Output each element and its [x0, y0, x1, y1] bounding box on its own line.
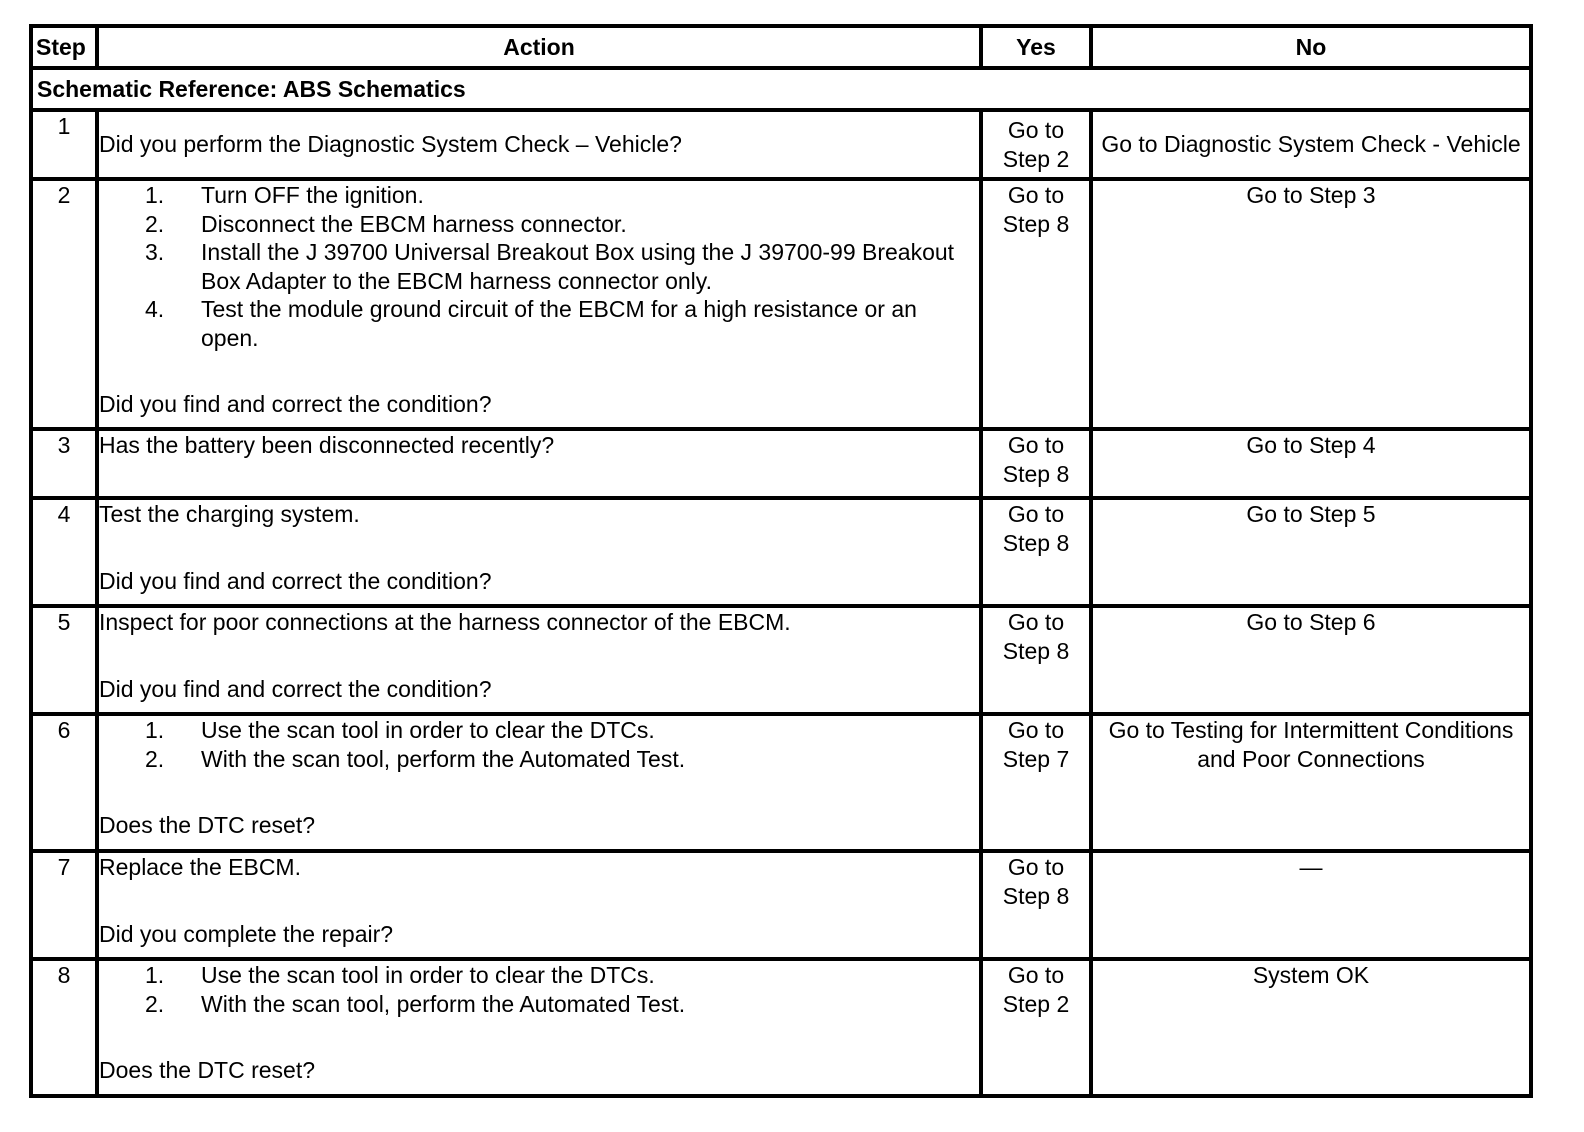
table-row — [31, 498, 1531, 606]
step-number: 6 — [31, 714, 97, 851]
table-row — [31, 110, 1531, 179]
header-step: Step — [31, 26, 97, 68]
action-question: Does the DTC reset? — [99, 1057, 316, 1083]
action-question: Did you find and correct the condition? — [99, 391, 492, 417]
no-cell: Go to Step 6 — [1091, 606, 1531, 714]
action-cell — [97, 606, 981, 714]
action-question: Did you complete the repair? — [99, 920, 394, 947]
header-no: No — [1091, 26, 1531, 68]
list-item: 1. Use the scan tool in order to clear the DTCs. — [145, 962, 655, 988]
yes-cell: Go to Step 2 — [981, 110, 1091, 179]
action-cell — [97, 110, 981, 179]
list-item: 2. With the scan tool, perform the Automated Test. — [145, 745, 686, 772]
step-number: 3 — [31, 429, 97, 498]
step-number: 5 — [31, 606, 97, 714]
diagnostic-table — [29, 24, 1533, 1098]
substep-list — [99, 181, 979, 352]
action-cell — [97, 179, 981, 429]
yes-cell: Go to Step 2 — [981, 959, 1091, 1096]
action-cell — [97, 851, 981, 959]
list-item: 1. Use the scan tool in order to clear the DTCs. — [145, 717, 655, 743]
table-row — [31, 179, 1531, 429]
table-row — [31, 429, 1531, 498]
action-question: Did you perform the Diagnostic System Check – Vehicle? — [99, 131, 682, 158]
step-number: 8 — [31, 959, 97, 1096]
no-cell: Go to Step 4 — [1091, 429, 1531, 498]
step-number: 2 — [31, 179, 97, 429]
action-cell — [97, 714, 981, 851]
action-question: Did you find and correct the condition? — [99, 675, 492, 702]
table-row — [31, 714, 1531, 851]
substep-list — [99, 716, 979, 773]
action-cell — [97, 959, 981, 1096]
table-row — [31, 606, 1531, 714]
action-question: Did you find and correct the condition? — [99, 567, 492, 594]
header-yes: Yes — [981, 26, 1091, 68]
schematic-reference: Schematic Reference: ABS Schematics — [31, 68, 1531, 110]
action-question: Has the battery been disconnected recently? — [99, 432, 555, 458]
list-item: 1. Turn OFF the ignition. — [145, 182, 424, 208]
action-question: Does the DTC reset? — [99, 812, 316, 838]
step-number: 7 — [31, 851, 97, 959]
step-number: 1 — [31, 110, 97, 179]
action-cell — [97, 429, 981, 498]
step-number: 4 — [31, 498, 97, 606]
no-cell: System OK — [1091, 959, 1531, 1096]
action-instruction: Test the charging system. — [99, 501, 360, 527]
header-row — [31, 26, 1531, 68]
yes-cell: Go to Step 8 — [981, 606, 1091, 714]
substep-list — [99, 961, 979, 1018]
yes-cell: Go to Step 7 — [981, 714, 1091, 851]
no-cell: Go to Step 5 — [1091, 498, 1531, 606]
list-item: 2. Disconnect the EBCM harness connector. — [145, 210, 627, 237]
list-item: 2. With the scan tool, perform the Automated Test. — [145, 990, 686, 1017]
table-row — [31, 851, 1531, 959]
no-cell: Go to Step 3 — [1091, 179, 1531, 429]
yes-cell: Go to Step 8 — [981, 429, 1091, 498]
table-row — [31, 959, 1531, 1096]
action-instruction: Inspect for poor connections at the harness connector of the EBCM. — [99, 609, 791, 635]
no-cell: Go to Diagnostic System Check - Vehicle — [1091, 110, 1531, 179]
yes-cell: Go to Step 8 — [981, 179, 1091, 429]
list-item: 3. Install the J 39700 Universal Breakout Box using the J 39700-99 Breakout Box Adapter to the EBCM harness connector only. — [145, 239, 955, 294]
yes-cell: Go to Step 8 — [981, 498, 1091, 606]
no-cell: Go to Testing for Intermittent Conditions and Poor Connections — [1091, 714, 1531, 851]
header-action: Action — [97, 26, 981, 68]
yes-cell: Go to Step 8 — [981, 851, 1091, 959]
action-instruction: Replace the EBCM. — [99, 854, 301, 880]
list-item: 4. Test the module ground circuit of the EBCM for a high resistance or an open. — [145, 296, 917, 351]
no-cell: — — [1091, 851, 1531, 959]
action-cell — [97, 498, 981, 606]
schematic-reference-row — [31, 68, 1531, 110]
